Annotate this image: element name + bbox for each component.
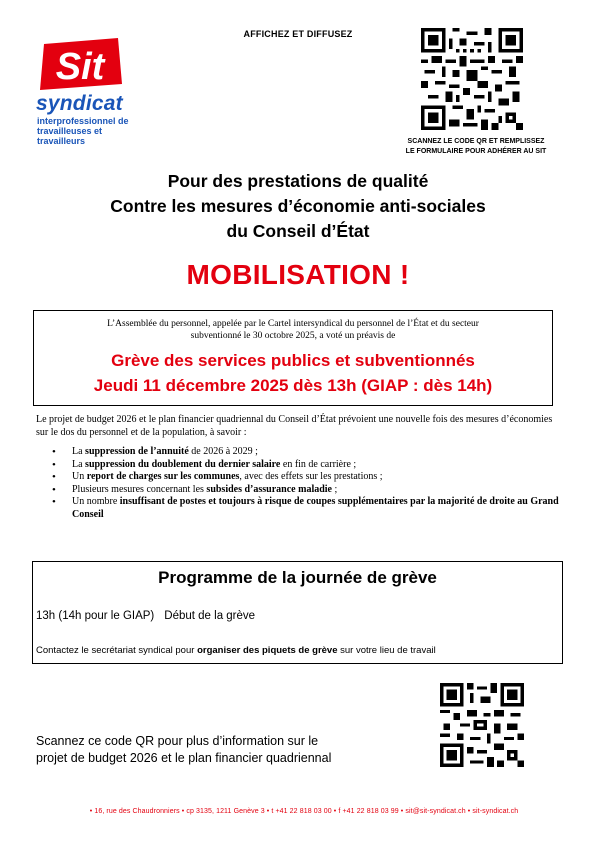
- display-notice: AFFICHEZ ET DIFFUSEZ: [243, 29, 353, 39]
- sit-logo-text: Sit: [55, 46, 105, 88]
- logo-wordmark: syndicat: [36, 92, 123, 115]
- list-item: • Plusieurs mesures concernant les subsides d’assurance maladie ;: [50, 484, 565, 497]
- list-item: • La suppression du doublement du dernier salaire en fin de carrière ;: [50, 459, 565, 472]
- scan-line1: Scannez ce code QR pour plus d’information sur le: [36, 734, 319, 748]
- budget-intro: Le projet de budget 2026 et le plan financier quadriennal du Conseil d’État prévoient une nouvelle fois des mesures d’économies sur le dos du personnel et de la population, à savoir :: [36, 414, 553, 438]
- programme-entry: [36, 610, 255, 622]
- strike-intro: [38, 318, 548, 342]
- programme-event: Début de la grève: [164, 610, 256, 622]
- programme-title: Programme de la journée de grève: [158, 568, 437, 587]
- sit-logo: [38, 36, 123, 91]
- strike-intro-line2: subventionné le 30 octobre 2025, a voté un préavis de: [190, 331, 396, 341]
- strike-date: Jeudi 11 décembre 2025 dès 13h (GIAP : dès 14h): [93, 376, 493, 395]
- logo-tagline: interprofessionnel de travailleuses et travailleurs: [37, 116, 129, 146]
- scan-line2: projet de budget 2026 et le plan financier quadriennal: [36, 751, 332, 765]
- programme-time: 13h (14h pour le GIAP): [36, 610, 155, 622]
- qr-caption-line2: LE FORMULAIRE POUR ADHÉRER AU SIT: [405, 147, 547, 155]
- strike-headline: Grève des services publics et subventionnés: [111, 351, 475, 370]
- footer-contact: • 16, rue des Chaudronniers • cp 3135, 1211 Genève 3 • t +41 22 818 03 00 • f +41 22 818 03 99 • sit@sit-syndicat.ch • sit-syndicat.ch: [89, 808, 519, 815]
- list-item: • La suppression de l’annuité de 2026 à 2029 ;: [50, 446, 565, 459]
- qr-caption: [380, 137, 572, 156]
- title-line3: du Conseil d’État: [226, 221, 370, 241]
- list-item: • Un nombre insuffisant de postes et toujours à risque de coupes supplémentaires par la majorité de droite au Grand Conseil: [50, 496, 565, 521]
- measures-list: [50, 446, 565, 521]
- page-title: [20, 169, 576, 244]
- qr-code-budget-info[interactable]: [440, 683, 524, 767]
- programme-contact: Contactez le secrétariat syndical pour organiser des piquets de grève sur votre lieu de travail: [36, 645, 436, 656]
- title-line2: Contre les mesures d’économie anti-sociales: [110, 196, 486, 216]
- strike-intro-line1: L’Assemblée du personnel, appelée par le Cartel intersyndical du personnel de l’État et du secteur: [107, 319, 479, 329]
- scan-instructions: [36, 733, 436, 767]
- list-item: • Un report de charges sur les communes, avec des effets sur les prestations ;: [50, 471, 565, 484]
- title-line1: Pour des prestations de qualité: [167, 171, 429, 191]
- qr-caption-line1: SCANNEZ LE CODE QR ET REMPLISSEZ: [407, 138, 545, 145]
- mobilisation-heading: MOBILISATION !: [186, 259, 410, 290]
- qr-code-membership[interactable]: [421, 28, 523, 130]
